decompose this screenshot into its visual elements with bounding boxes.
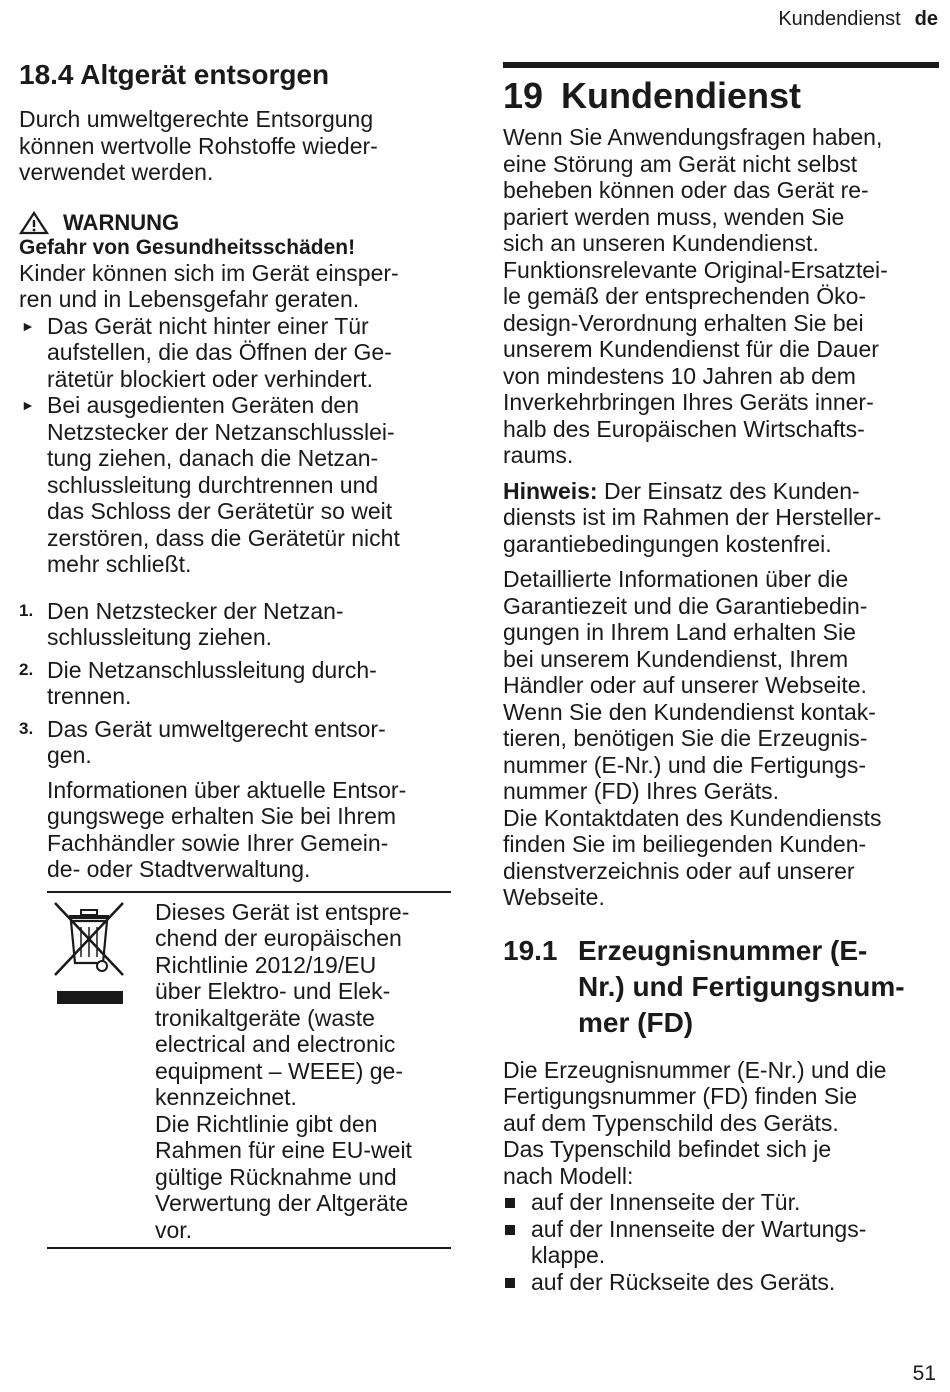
text-line: Netzstecker der Netzanschlusslei- (47, 418, 395, 445)
text-line: nach Modell: (503, 1162, 634, 1189)
text-line: equipment – WEEE) ge- (155, 1057, 404, 1084)
text-line: chend der europäischen (155, 925, 402, 951)
warning-bullet (19, 313, 451, 393)
text-line: rätetür blockiert oder verhindert. (47, 365, 373, 392)
text-line: sich an unseren Kundendienst. (503, 230, 819, 256)
text-line: Inverkehrbringen Ihres Geräts inner- (503, 389, 874, 415)
text-line: pariert werden muss, wenden Sie (503, 203, 845, 230)
hint-label: Hinweis: (503, 477, 598, 504)
step-item (19, 716, 451, 769)
right-column (503, 62, 937, 1295)
text-line: unserem Kundendienst für die Dauer (503, 336, 879, 362)
text-line: Wenn Sie den Kundendienst kontak- (503, 698, 876, 725)
hint-paragraph (503, 478, 937, 558)
list-item (503, 1269, 937, 1296)
details-paragraph (503, 566, 937, 911)
text-line: Die Kontaktdaten des Kundendiensts (503, 804, 882, 831)
weee-notice (47, 891, 451, 1250)
warning-subtitle: Gefahr von Gesundheitsschäden! (19, 235, 356, 259)
section-rule (503, 62, 939, 68)
text-line: klappe. (531, 1242, 606, 1268)
text-line: Erzeugnisnummer (E- (578, 934, 868, 966)
text-line: über Elektro- und Elek- (155, 978, 391, 1004)
text-line: zerstören, dass die Gerätetür nicht (47, 524, 400, 551)
weee-crossed-bin-icon (47, 899, 155, 1244)
text-line: auf der Innenseite der Tür. (531, 1189, 801, 1215)
text-line: von mindestens 10 Jahren ab dem (503, 362, 856, 389)
disposal-info (19, 777, 451, 883)
heading-number: 19.1 (503, 934, 558, 966)
text-line: vor. (155, 1216, 193, 1243)
text-line: das Schloss der Gerätetür so weit (47, 498, 393, 524)
text-line: nummer (E-Nr.) und die Fertigungs- (503, 751, 867, 778)
text-line: mer (FD) (578, 1006, 694, 1038)
text-line: de- oder Stadtverwaltung. (47, 856, 311, 882)
text-line: Händler oder auf unserer Webseite. (503, 672, 867, 698)
text-line: tronikaltgeräte (waste (155, 1004, 375, 1031)
warning-label: WARNUNG (63, 209, 180, 235)
triangle-bullet-icon: ► (21, 317, 35, 334)
square-bullet-icon (505, 1278, 515, 1288)
text-line: Webseite. (503, 884, 605, 910)
text-line: bei unserem Kundendienst, Ihrem (503, 645, 849, 672)
heading-title: Kundendienst (561, 75, 802, 116)
text-line: gen. (47, 742, 92, 768)
text-line: Verwertung der Altgeräte (155, 1190, 409, 1216)
text-line: Durch umweltgerechte Entsorgung (19, 106, 374, 132)
text-line: Wenn Sie Anwendungsfragen haben, (503, 124, 883, 150)
text-line: gungen in Ihrem Land erhalten Sie (503, 619, 856, 645)
header-language: de (914, 8, 938, 30)
text-line: Fachhändler sowie Ihrer Gemein- (47, 829, 389, 856)
text-line: Die Netzanschlussleitung durch- (47, 656, 377, 683)
warning-bullet (19, 392, 451, 578)
triangle-bullet-icon: ► (21, 397, 35, 413)
section-heading-18-4: 18.4 Altgerät entsorgen (19, 59, 330, 90)
step-item (19, 657, 451, 710)
crossed-bin-icon (47, 899, 131, 1009)
text-line: können wertvolle Rohstoffe wieder- (19, 132, 378, 159)
text-line: design-Verordnung erhalten Sie bei (503, 309, 864, 336)
text-line: kennzeichnet. (155, 1084, 297, 1110)
list-item (503, 1189, 937, 1216)
text-line: Das Typenschild befindet sich je (503, 1136, 832, 1162)
heading-title (578, 933, 905, 1041)
text-line: Das Gerät umweltgerecht entsor- (47, 715, 386, 742)
text-line: halb des Europäischen Wirtschafts- (503, 415, 865, 442)
text-line: Fertigungsnummer (FD) finden Sie (503, 1083, 858, 1109)
text-line: Die Richtlinie gibt den (155, 1110, 378, 1137)
warning-heading (19, 210, 451, 236)
text-line: Informationen über aktuelle Entsor- (47, 776, 407, 803)
warning-icon (19, 211, 49, 235)
square-bullet-icon (505, 1198, 515, 1208)
text-line: Die Erzeugnisnummer (E-Nr.) und die (503, 1056, 887, 1083)
section-heading-19 (503, 74, 937, 118)
text-line: schlussleitung durchtrennen und (47, 471, 379, 498)
text-line: finden Sie im beiliegenden Kunden- (503, 831, 867, 857)
text-line: diensts ist im Rahmen der Hersteller- (503, 504, 882, 530)
text-line: Bei ausgedienten Geräten den (47, 392, 360, 418)
text-line: gültige Rücknahme und (155, 1163, 397, 1190)
header-section: Kundendienst (778, 8, 901, 30)
step-number: 1. (19, 600, 34, 620)
text-line: auf der Rückseite des Geräts. (531, 1268, 836, 1295)
text-line: Rahmen für eine EU-weit (155, 1137, 412, 1163)
text-line: trennen. (47, 683, 132, 709)
text-line: dienstverzeichnis oder auf unserer (503, 857, 855, 884)
step-item (19, 598, 451, 651)
page-number: 51 (912, 1362, 936, 1385)
text-line: raums. (503, 442, 574, 468)
text-line: Richtlinie 2012/19/EU (155, 951, 377, 978)
square-bullet-icon (505, 1225, 515, 1235)
text-line: gungswege erhalten Sie bei Ihrem (47, 803, 397, 829)
text-line: Garantiezeit und die Garantiebedin- (503, 592, 868, 619)
text-line: schlussleitung ziehen. (47, 624, 273, 650)
text-line: verwendet werden. (19, 159, 214, 185)
warning-text (19, 260, 451, 313)
weee-text (155, 899, 451, 1244)
text-line: le gemäß der entsprechenden Öko- (503, 283, 867, 309)
heading-number: 19 (503, 75, 544, 116)
page-header (778, 8, 938, 31)
text-line: electrical and electronic (155, 1031, 396, 1057)
step-number: 2. (19, 659, 34, 679)
text-line: Dieses Gerät ist entspre- (155, 898, 410, 925)
text-line: tieren, benötigen Sie die Erzeugnis- (503, 725, 868, 751)
text-line: Kinder können sich im Gerät einsper- (19, 259, 399, 286)
disposal-intro (19, 106, 451, 186)
text-line: eine Störung am Gerät nicht selbst (503, 150, 858, 177)
text-line: Das Gerät nicht hinter einer Tür (47, 312, 369, 339)
text-line: Nr.) und Fertigungsnum- (578, 970, 905, 1002)
section-heading-19-1 (503, 933, 937, 1041)
text-line: aufstellen, die das Öffnen der Ge- (47, 339, 392, 365)
text-line: mehr schließt. (47, 551, 192, 577)
step-number: 3. (19, 718, 34, 738)
nameplate-paragraph (503, 1057, 937, 1190)
text-line: auf der Innenseite der Wartungs- (531, 1215, 867, 1242)
text-line: garantiebedingungen kostenfrei. (503, 530, 832, 557)
text-line: tung ziehen, danach die Netzan- (47, 445, 379, 471)
text-line: Der Einsatz des Kunden- (597, 477, 860, 504)
text-line: nummer (FD) Ihres Geräts. (503, 778, 780, 804)
text-line: ren und in Lebensgefahr geraten. (19, 286, 360, 312)
text-line: Funktionsrelevante Original-Ersatztei- (503, 256, 888, 283)
left-column (19, 58, 451, 1249)
text-line: Detaillierte Informationen über die (503, 566, 849, 592)
text-line: auf dem Typenschild des Geräts. (503, 1109, 839, 1136)
text-line: Den Netzstecker der Netzan- (47, 597, 344, 624)
text-line: beheben können oder das Gerät re- (503, 177, 869, 203)
service-paragraph (503, 124, 937, 469)
list-item (503, 1216, 937, 1269)
